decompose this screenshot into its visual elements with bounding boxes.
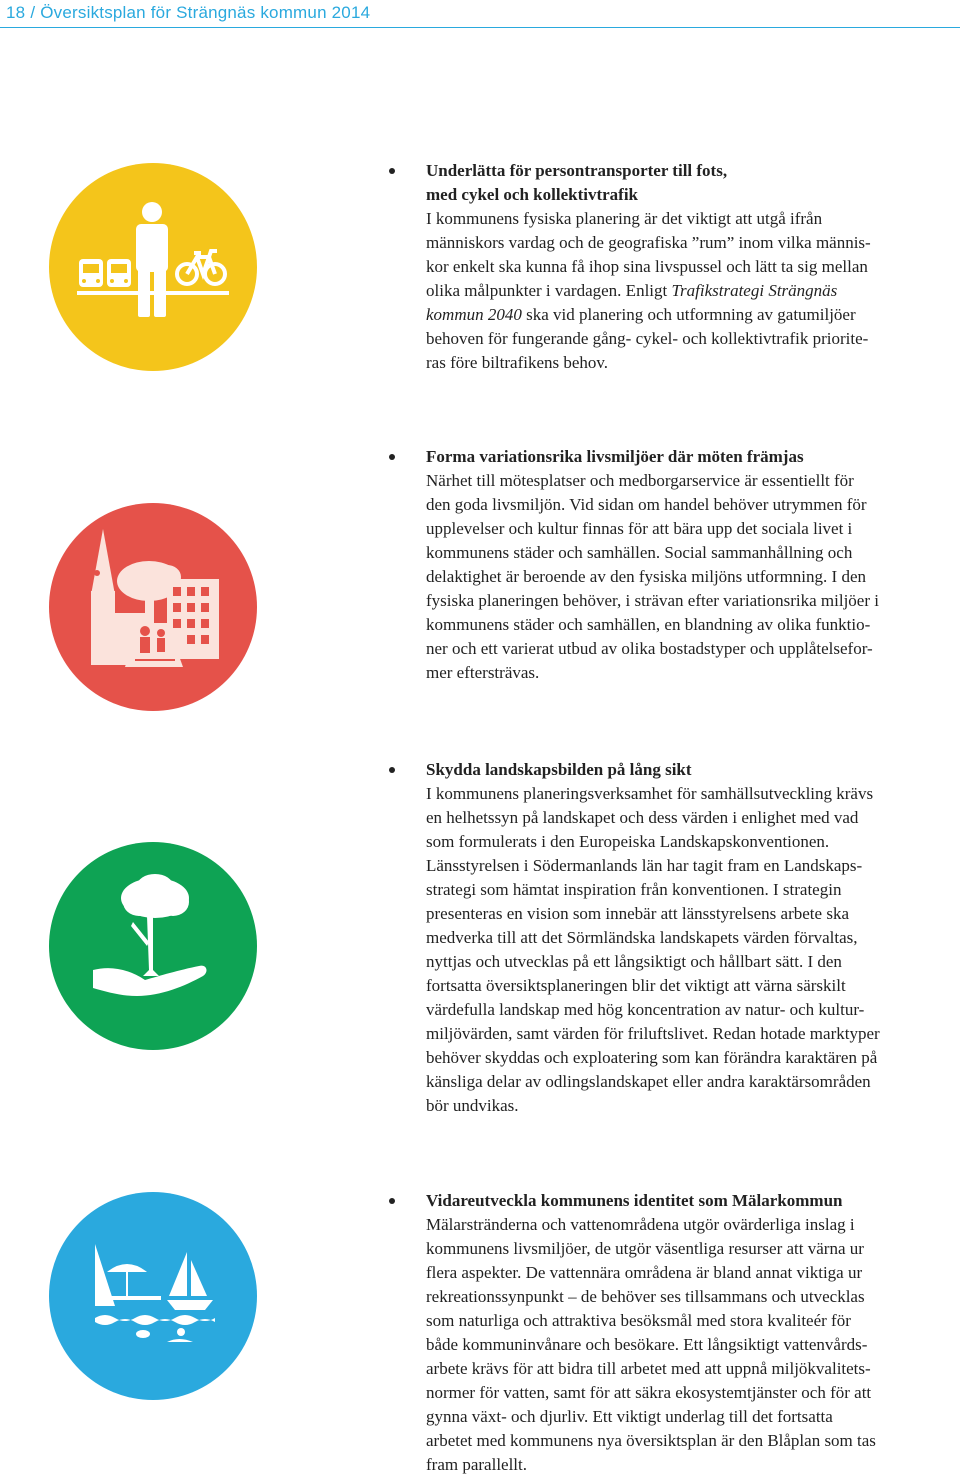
section-heading-line [426, 758, 958, 782]
paragraph-line [426, 637, 958, 661]
text-run: normer för vatten, samt för att säkra ekosystemtjänster och för att [426, 1383, 872, 1402]
paragraph-line [426, 493, 958, 517]
paragraph-line [426, 902, 958, 926]
paragraph-line [426, 1285, 958, 1309]
text-run: ska vid planering och utformning av gatumiljöer [521, 305, 856, 324]
text-run: Närhet till mötesplatser och medborgarservice är essentiellt för [426, 471, 854, 490]
text-run: presenteras en vision som innebär att länsstyrelsens arbete ska [426, 904, 849, 923]
paragraph-line [426, 830, 958, 854]
section-heading-line [426, 445, 958, 469]
paragraph-line [426, 806, 958, 830]
paragraph-line [426, 1046, 958, 1070]
text-run: behoven för fungerande gång- cykel- och kollektivtrafik priorite- [426, 329, 869, 348]
paragraph-line [426, 950, 958, 974]
paragraph-line [426, 878, 958, 902]
text-run: arbete krävs för att bidra till arbetet med att uppnå miljökvalitets- [426, 1359, 871, 1378]
paragraph-line [426, 998, 958, 1022]
document-title: Översiktsplan för Strängnäs kommun 2014 [40, 3, 371, 22]
text-run: upplevelser och kultur finnas för att bära upp det sociala livet i [426, 519, 853, 538]
text-run: kor enkelt ska kunna få ihop sina livspussel och lätt ta sig mellan [426, 257, 868, 276]
bold-run: med cykel och kollektivtrafik [426, 185, 639, 204]
text-run: fram parallellt. [426, 1455, 528, 1474]
paragraph-line [426, 279, 958, 303]
paragraph-line [426, 303, 958, 327]
text-run: olika målpunkter i vardagen. Enligt [426, 281, 672, 300]
text-run: flera aspekter. De vattennära områdena är bland annat viktiga ur [426, 1263, 863, 1282]
tree-in-hand-icon [49, 842, 257, 1050]
text-run: både kommuninvånare och besökare. Ett långsiktigt vattenvårds- [426, 1335, 868, 1354]
text-run: mer eftersträvas. [426, 663, 540, 682]
text-run: medverka till att det Sörmländska landskapets värden förvaltas, [426, 928, 858, 947]
paragraph-line [426, 351, 958, 375]
page-header [6, 3, 370, 23]
text-run: människors vardag och de geografiska ”rum” inom vilka männis- [426, 233, 871, 252]
text-run: ner och ett varierat utbud av olika bostadstyper och upplåtelsefor- [426, 639, 873, 658]
paragraph-line [426, 1309, 958, 1333]
section-malaren-identity [388, 1189, 958, 1477]
paragraph-line [426, 1429, 958, 1453]
text-run: delaktighet är beroende av den fysiska miljöns utformning. I den [426, 567, 866, 586]
paragraph-line [426, 1213, 958, 1237]
text-run: Mälarstränderna och vattenområdena utgör ovärderliga inslag i [426, 1215, 855, 1234]
paragraph-line [426, 974, 958, 998]
paragraph-line [426, 565, 958, 589]
paragraph-line [426, 469, 958, 493]
bold-run: Underlätta för persontransporter till fots, [426, 161, 728, 180]
italic-run: kommun 2040 [426, 305, 522, 324]
section-heading-line [426, 1189, 958, 1213]
bold-run: Skydda landskapsbilden på lång sikt [426, 760, 692, 779]
section-transport [388, 159, 958, 375]
text-run: arbetet med kommunens nya översiktsplan är den Blåplan som tas [426, 1431, 876, 1450]
lake-sailboat-bathing-icon [49, 1192, 257, 1400]
text-run: kommunens städer och samhällen, en blandning av olika funktio- [426, 615, 871, 634]
text-run: kommunens städer och samhällen. Social sammanhållning och [426, 543, 853, 562]
paragraph-line [426, 1094, 958, 1118]
paragraph-line [426, 1237, 958, 1261]
bullet [389, 767, 395, 773]
bullet [389, 454, 395, 460]
text-run: Länsstyrelsen i Södermanlands län har tagit fram en Landskaps- [426, 856, 863, 875]
bullet [389, 1198, 395, 1204]
paragraph-line [426, 1022, 958, 1046]
bold-run: Vidareutveckla kommunens identitet som Mälarkommun [426, 1191, 843, 1210]
section-body [426, 758, 958, 1118]
transport-pedestrian-cycle-bus-icon [49, 163, 257, 371]
paragraph-line [426, 854, 958, 878]
text-run: kommunens livsmiljöer, de utgör väsentliga resurser att värna ur [426, 1239, 864, 1258]
paragraph-line [426, 255, 958, 279]
paragraph-line [426, 661, 958, 685]
text-run: värdefulla landskap med hög koncentration av natur- och kultur- [426, 1000, 865, 1019]
text-run: ras före biltrafikens behov. [426, 353, 609, 372]
text-run: behöver skyddas och exploatering som kan förändra karaktären på [426, 1048, 878, 1067]
text-run: en helhetssyn på landskapet och dess värden i enlighet med vad [426, 808, 859, 827]
paragraph-line [426, 1453, 958, 1477]
paragraph-line [426, 1070, 958, 1094]
paragraph-line [426, 589, 958, 613]
section-body [426, 445, 958, 685]
text-run: som formulerats i den Europeiska Landskapskonventionen. [426, 832, 830, 851]
text-run: nyttjas och utvecklas på ett långsiktigt och hållbart sätt. I den [426, 952, 842, 971]
paragraph-line [426, 926, 958, 950]
section-heading-line [426, 183, 958, 207]
section-living-environments [388, 445, 958, 685]
section-body [426, 159, 958, 375]
paragraph-line [426, 1357, 958, 1381]
bullet [389, 168, 395, 174]
text-run: som naturliga och attraktiva besöksmål med stora kvaliteér för [426, 1311, 851, 1330]
paragraph-line [426, 207, 958, 231]
paragraph-line [426, 1381, 958, 1405]
page-number: 18 [6, 3, 26, 22]
paragraph-line [426, 782, 958, 806]
text-run: strategi som hämtat inspiration från konventionen. I strategin [426, 880, 842, 899]
text-run: känsliga delar av odlingslandskapet eller andra karaktärsområden [426, 1072, 871, 1091]
paragraph-line [426, 613, 958, 637]
paragraph-line [426, 1405, 958, 1429]
text-run: I kommunens fysiska planering är det viktigt att utgå ifrån [426, 209, 823, 228]
text-run: gynna växt- och djurliv. Ett viktigt underlag till det fortsatta [426, 1407, 833, 1426]
text-run: fortsatta översiktsplaneringen blir det viktigt att värna särskilt [426, 976, 846, 995]
paragraph-line [426, 327, 958, 351]
section-landscape [388, 758, 958, 1118]
section-heading-line [426, 159, 958, 183]
text-run: miljövärden, samt värden för friluftslivet. Redan hotade marktyper [426, 1024, 880, 1043]
italic-run: Trafikstrategi Strängnäs [671, 281, 838, 300]
text-run: rekreationssynpunkt – de behöver ses tillsammans och utvecklas [426, 1287, 865, 1306]
bold-run: Forma variationsrika livsmiljöer där möten främjas [426, 447, 804, 466]
text-run: den goda livsmiljön. Vid sidan om handel behöver utrymmen för [426, 495, 867, 514]
paragraph-line [426, 541, 958, 565]
header-rule [0, 27, 960, 28]
paragraph-line [426, 1333, 958, 1357]
paragraph-line [426, 231, 958, 255]
section-body [426, 1189, 958, 1477]
text-run: fysiska planeringen behöver, i strävan efter variationsrika miljöer i [426, 591, 879, 610]
paragraph-line [426, 517, 958, 541]
text-run: I kommunens planeringsverksamhet för samhällsutveckling krävs [426, 784, 874, 803]
header-separator: / [30, 3, 36, 22]
paragraph-line [426, 1261, 958, 1285]
city-meeting-place-icon [49, 503, 257, 711]
text-run: bör undvikas. [426, 1096, 519, 1115]
